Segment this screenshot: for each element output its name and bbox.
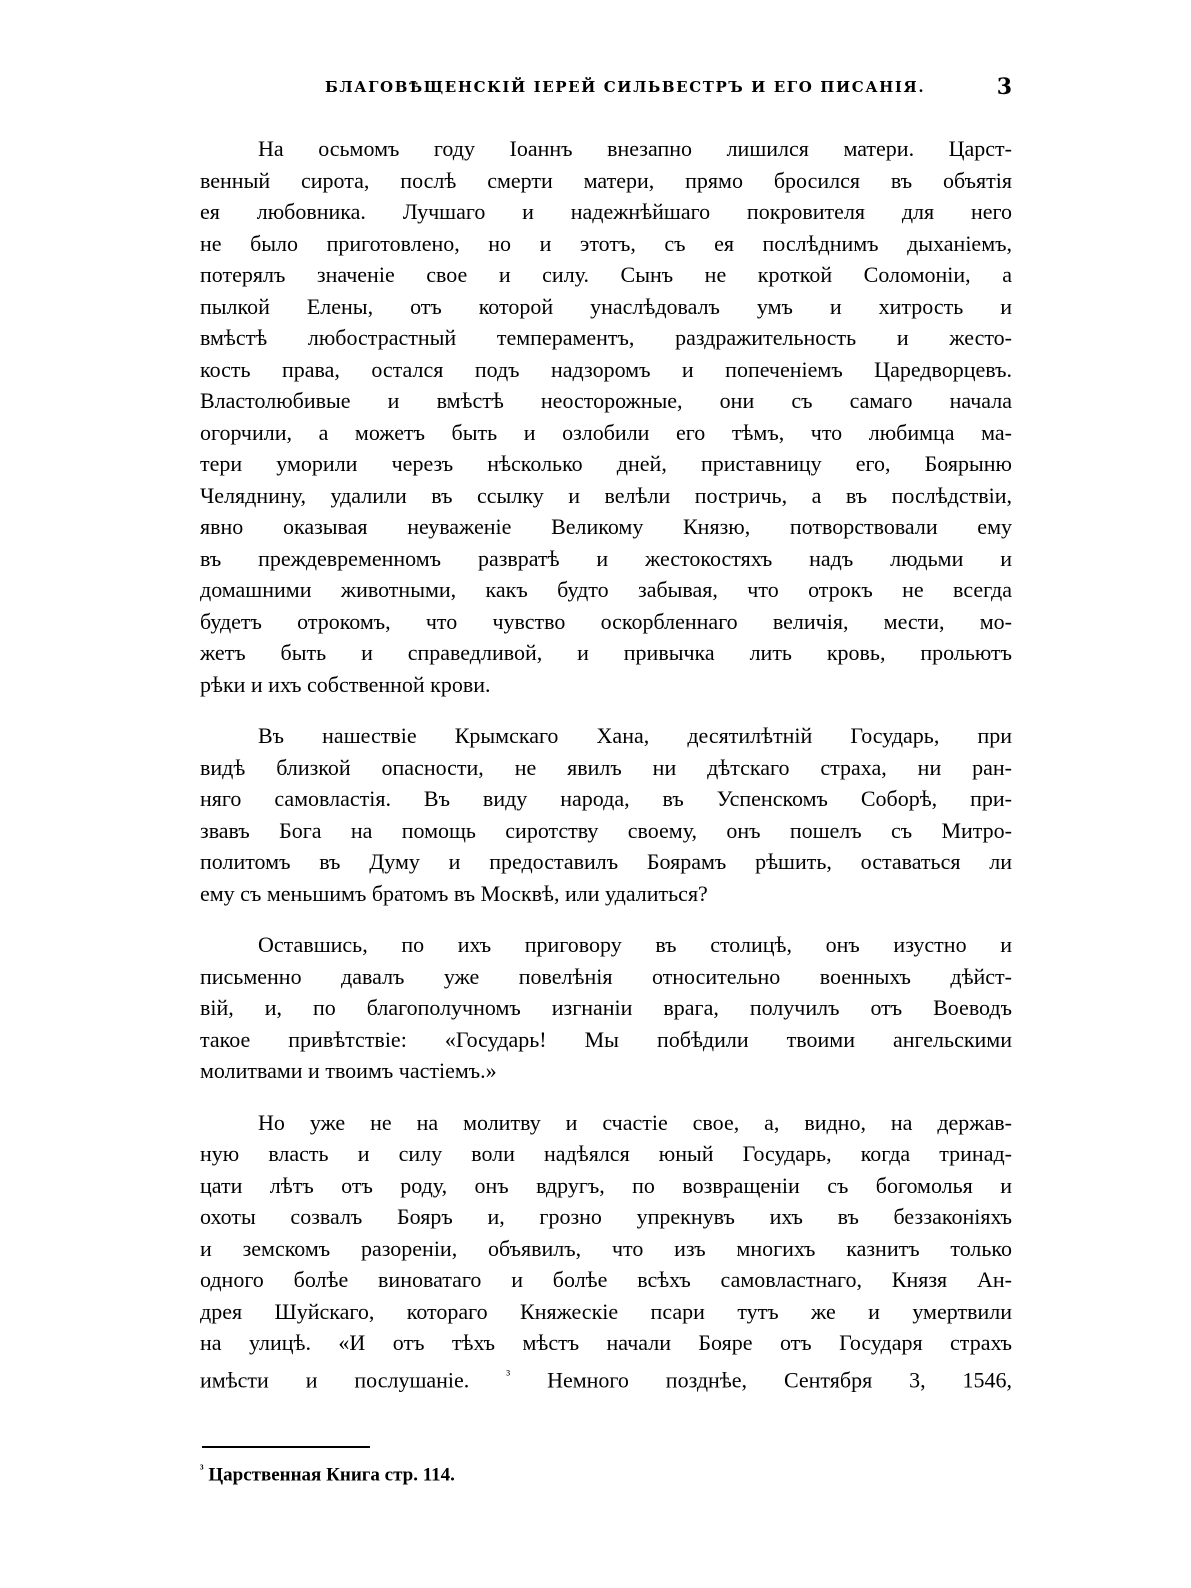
text-line: письменно давалъ уже повелѣнія относительно военныхъ дѣйст- — [200, 963, 1012, 989]
text-line: молитвами и твоимъ частіемъ.» — [200, 1058, 497, 1083]
paragraph-2 — [200, 720, 1012, 909]
text-line: Въ нашествіе Крымскаго Хана, десятилѣтній Государь, при — [258, 723, 1012, 748]
text-line: рѣки и ихъ собственной крови. — [200, 671, 491, 697]
text-line: явно оказывая неуваженіе Великому Князю, потворствовали ему — [200, 514, 1012, 539]
text-line: видѣ близкой опасности, не явилъ ни дѣтскаго страха, ни ран- — [200, 754, 1012, 780]
footnote-reference[interactable]: ³ — [506, 1366, 511, 1382]
text-line: домашними животными, какъ будто забывая, что отрокъ не всегда — [200, 577, 1012, 602]
text-line: будетъ отрокомъ, что чувство оскорбленнаго величія, мести, мо- — [200, 608, 1012, 634]
text-line: и земскомъ разореніи, объявилъ, что изъ многихъ казнитъ только — [200, 1235, 1012, 1261]
text-line: На осьмомъ году Іоаннъ внезапно лишился матери. Царст- — [258, 136, 1012, 161]
book-page — [200, 0, 1012, 1588]
paragraph-1 — [200, 133, 1012, 700]
text-line: цати лѣтъ отъ роду, онъ вдругъ, по возвращеніи съ богомолья и — [200, 1172, 1012, 1198]
text-fragment: имѣсти и послушаніе. — [200, 1366, 470, 1392]
text-line: жетъ быть и справедливой, и привычка лить кровь, прольютъ — [200, 640, 1012, 665]
text-line: тери уморили черезъ нѣсколько дней, приставницу его, Боярыню — [200, 451, 1012, 476]
footnote-text: Царственная Книга стр. 114. — [208, 1464, 455, 1486]
text-line: такое привѣтствіе: «Государь! Мы побѣдили твоими ангельскими — [200, 1026, 1012, 1052]
text-line: Властолюбивые и вмѣстѣ неосторожные, они съ самаго начала — [200, 388, 1012, 413]
footnote-marker: ³ — [200, 1462, 204, 1476]
paragraph-4 — [200, 1107, 1012, 1396]
text-line: въ преждевременномъ развратѣ и жестокостяхъ надъ людьми и — [200, 545, 1012, 571]
footnote-divider — [202, 1446, 370, 1448]
paragraph-3 — [200, 929, 1012, 1087]
text-line: Но уже не на молитву и счастіе свое, а, видно, на держав- — [258, 1109, 1012, 1135]
text-line: вій, и, по благополучномъ изгнаніи врага, получилъ отъ Воеводъ — [200, 995, 1012, 1020]
text-line: одного болѣе виноватаго и болѣе всѣхъ самовластнаго, Князя Ан- — [200, 1267, 1012, 1292]
text-line: няго самовластія. Въ виду народа, въ Успенскомъ Соборѣ, при- — [200, 786, 1012, 811]
text-line: звавъ Бога на помощь сиротству своему, онъ пошелъ съ Митро- — [200, 817, 1012, 843]
text-line: на улицѣ. «И отъ тѣхъ мѣстъ начали Бояре отъ Государя страхъ — [200, 1330, 1012, 1355]
text-line: потерялъ значеніе свое и силу. Сынъ не кроткой Соломоніи, а — [200, 262, 1012, 287]
text-line-with-footnote-ref — [200, 1359, 1012, 1396]
text-line: вмѣстѣ любострастный темпераментъ, раздражительность и жесто- — [200, 325, 1012, 350]
text-line: охоты созвалъ Бояръ и, грозно упрекнувъ ихъ въ беззаконіяхъ — [200, 1204, 1012, 1229]
text-line: пылкой Елены, отъ которой унаслѣдовалъ умъ и хитрость и — [200, 293, 1012, 319]
body-text — [200, 133, 1012, 1415]
text-line: кость права, остался подъ надзоромъ и попеченіемъ Царедворцевъ. — [200, 356, 1012, 382]
running-head — [200, 74, 1012, 104]
text-line: венный сирота, послѣ смерти матери, прямо бросился въ объятія — [200, 167, 1012, 193]
text-line: Челяднину, удалили въ ссылку и велѣли постричь, а въ послѣдствіи, — [200, 482, 1012, 508]
text-line: ную власть и силу воли надѣялся юный Государь, когда тринад- — [200, 1141, 1012, 1166]
text-line: огорчили, а можетъ быть и озлобили его тѣмъ, что любимца ма- — [200, 419, 1012, 445]
text-line: дрея Шуйскаго, котораго Княжескіе псари тутъ же и умертвили — [200, 1298, 1012, 1324]
text-line: политомъ въ Думу и предоставилъ Боярамъ рѣшить, оставаться ли — [200, 849, 1012, 874]
text-line: Оставшись, по ихъ приговору въ столицѣ, онъ изустно и — [258, 932, 1012, 957]
page-number: 3 — [996, 74, 1012, 100]
text-line: ему съ меньшимъ братомъ въ Москвѣ, или удалиться? — [200, 880, 708, 906]
text-line: не было приготовлено, но и этотъ, съ ея послѣднимъ дыханіемъ, — [200, 230, 1012, 256]
running-title: БЛАГОВѢЩЕНСКІЙ ІЕРЕЙ СИЛЬВЕСТРЪ И ЕГО ПИСАНІЯ. — [325, 78, 926, 96]
text-line: ея любовника. Лучшаго и надежнѣйшаго покровителя для него — [200, 199, 1012, 224]
text-fragment: Немного позднѣе, Сентября 3, 1546, — [547, 1366, 1013, 1392]
footnote — [200, 1462, 455, 1486]
